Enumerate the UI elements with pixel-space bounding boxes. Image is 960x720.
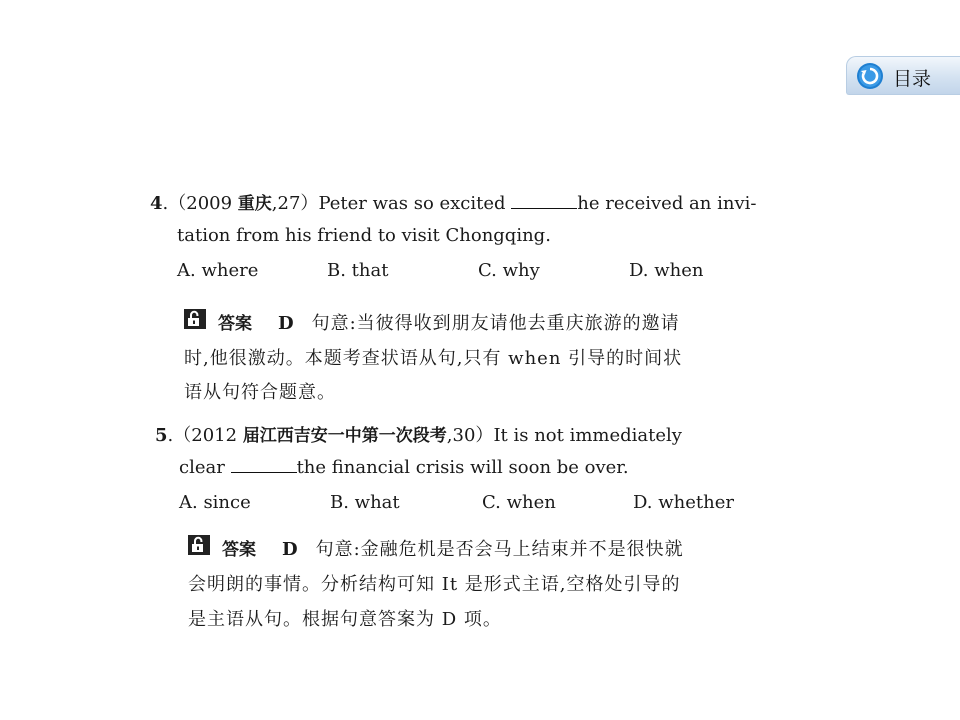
option-b: B. that: [327, 260, 389, 281]
question-meta: ,30）: [446, 425, 494, 446]
toc-label: 目录: [893, 68, 932, 90]
refresh-circle-icon: [856, 62, 884, 90]
question-source-open: .（2012: [167, 425, 243, 446]
answer-letter: D: [278, 313, 294, 334]
unlock-icon: [188, 535, 210, 555]
option-a: A. where: [177, 260, 259, 281]
question-stem-end: the financial crisis will soon be over.: [296, 457, 629, 478]
question-stem: Peter was so excited: [318, 193, 512, 214]
answer-5-line-1: [222, 535, 684, 561]
question-5-line-2: [179, 457, 629, 478]
option-d: D. whether: [633, 492, 734, 513]
toc-button[interactable]: [846, 56, 960, 95]
unlock-icon: [184, 309, 206, 329]
answer-blank: [511, 194, 577, 209]
option-c: C. why: [478, 260, 540, 281]
answer-4-line-1: [218, 309, 680, 335]
answer-label: 答案: [222, 540, 256, 560]
question-stem: It is not immediately: [493, 425, 682, 446]
option-b: B. what: [330, 492, 400, 513]
option-a: A. since: [179, 492, 251, 513]
question-stem: clear: [179, 457, 231, 478]
question-number: 4: [150, 193, 163, 214]
option-d: D. when: [629, 260, 704, 281]
answer-5-line-3: 是主语从句。根据句意答案为 D 项。: [188, 609, 502, 630]
option-c: C. when: [482, 492, 556, 513]
answer-5-line-2: 会明朗的事情。分析结构可知 It 是形式主语,空格处引导的: [188, 574, 681, 595]
question-source: 重庆: [237, 194, 272, 214]
question-5-line-1: [155, 421, 682, 447]
question-meta: ,27）: [271, 193, 319, 214]
question-number: 5: [155, 425, 168, 446]
question-source: 届江西吉安一中第一次段考: [242, 426, 447, 446]
explanation-text: 句意:当彼得收到朋友请他去重庆旅游的邀请: [311, 313, 680, 334]
explanation-text: 句意:金融危机是否会马上结束并不是很快就: [315, 539, 684, 560]
answer-4-line-2: 时,他很激动。本题考查状语从句,只有 when 引导的时间状: [184, 348, 683, 369]
answer-blank: [231, 458, 297, 473]
answer-4-line-3: 语从句符合题意。: [184, 382, 336, 403]
answer-letter: D: [282, 539, 298, 560]
question-source-open: .（2009: [162, 193, 238, 214]
question-stem-end: he received an invi-: [577, 193, 757, 214]
answer-label: 答案: [218, 314, 252, 334]
question-4-line-1: [150, 189, 756, 215]
question-4-line-2: tation from his friend to visit Chongqing.: [177, 225, 551, 246]
